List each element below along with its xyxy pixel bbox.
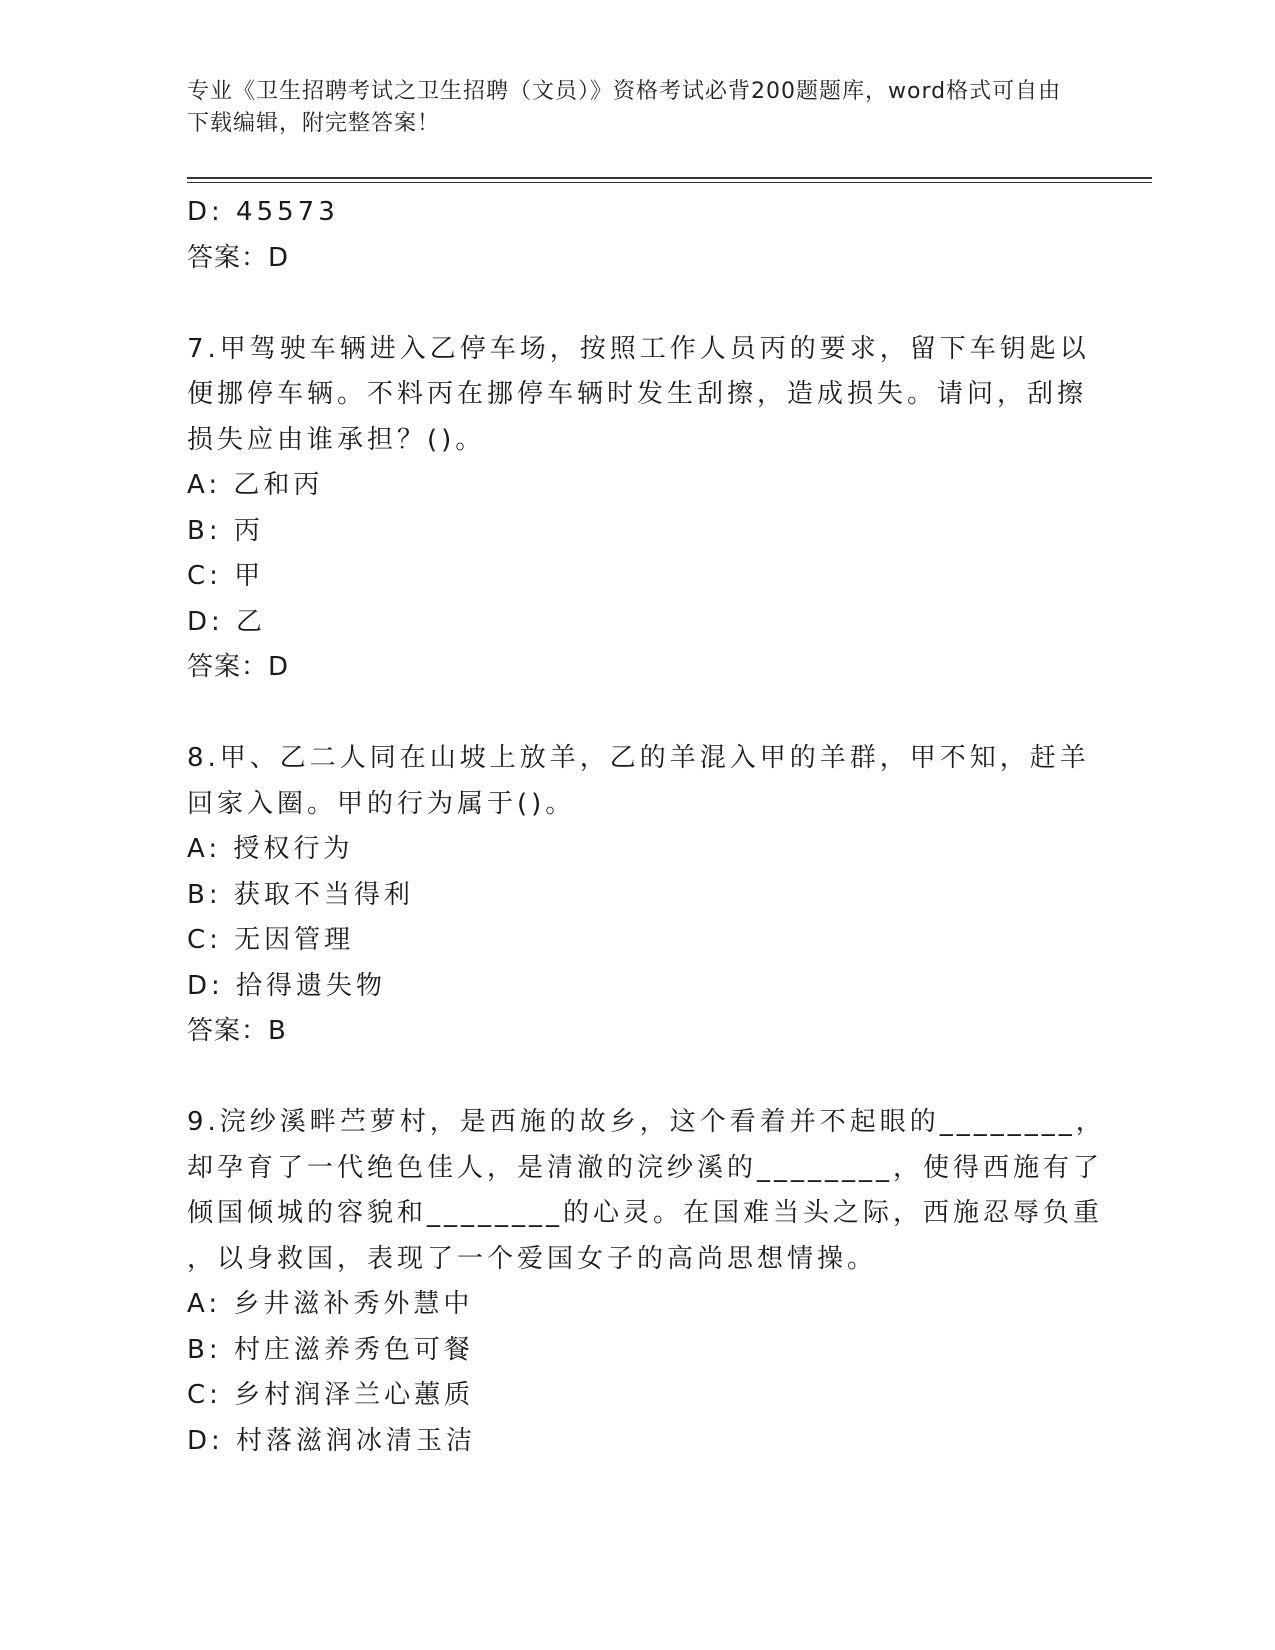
answer-line: 答案：B [187,1016,287,1046]
header-divider-thin [187,182,1152,183]
question-stem-line: 9.浣纱溪畔苎萝村，是西施的故乡，这个看着并不起眼的________， [187,1107,1106,1137]
option-d: D: 45573 [187,197,339,227]
question-9 [187,1100,1106,1464]
spacer [187,281,1057,327]
option-b: B: 村庄滋养秀色可餐 [187,1334,474,1365]
spacer [187,691,1057,737]
option-d: D: 拾得遗失物 [187,970,387,1001]
option-a: A: 乡井滋补秀外慧中 [187,1289,474,1319]
question-stem-line: 倾国倾城的容貌和________的心灵。在国难当头之际，西施忍辱负重 [187,1198,1104,1228]
answer-line: 答案：D [187,242,290,273]
answer-line: 答案：D [187,652,290,682]
question-stem-line: 损失应由谁承担？()。 [187,424,486,455]
option-d: D: 村落滋润冰清玉洁 [187,1425,477,1456]
question-stem-line: 便挪停车辆。不料丙在挪停车辆时发生刮擦，造成损失。请问，刮擦 [187,379,1088,409]
question-content [187,190,1106,1464]
question-stem-line: 8.甲、乙二人同在山坡上放羊，乙的羊混入甲的羊群，甲不知，赶羊 [187,743,1090,773]
question-stem-line: 回家入圈。甲的行为属于()。 [187,788,576,819]
spacer [187,1055,1057,1101]
header-divider [187,177,1152,179]
option-c: C: 无因管理 [187,925,355,955]
question-7 [187,327,1090,691]
option-d: D: 乙 [187,606,267,637]
question-stem-line: 却孕育了一代绝色佳人，是清澈的浣纱溪的________，使得西施有了 [187,1152,1104,1183]
option-c: C: 甲 [187,561,265,591]
question-stem-line: 7.甲驾驶车辆进入乙停车场，按照工作人员丙的要求，留下车钥匙以 [187,333,1090,364]
option-c: C: 乡村润泽兰心蕙质 [187,1380,475,1410]
question-stem-line: ，以身救国，表现了一个爱国女子的高尚思想情操。 [187,1243,878,1274]
option-b: B: 获取不当得利 [187,879,414,910]
option-a: A: 乙和丙 [187,470,324,500]
option-b: B: 丙 [187,515,264,546]
page-header: 专业《卫生招聘考试之卫生招聘（文员）》资格考试必背200题题库，word格式可自由下载编辑，附完整答案！ [187,79,1062,136]
question-8 [187,736,1090,1055]
option-a: A: 授权行为 [187,834,354,864]
